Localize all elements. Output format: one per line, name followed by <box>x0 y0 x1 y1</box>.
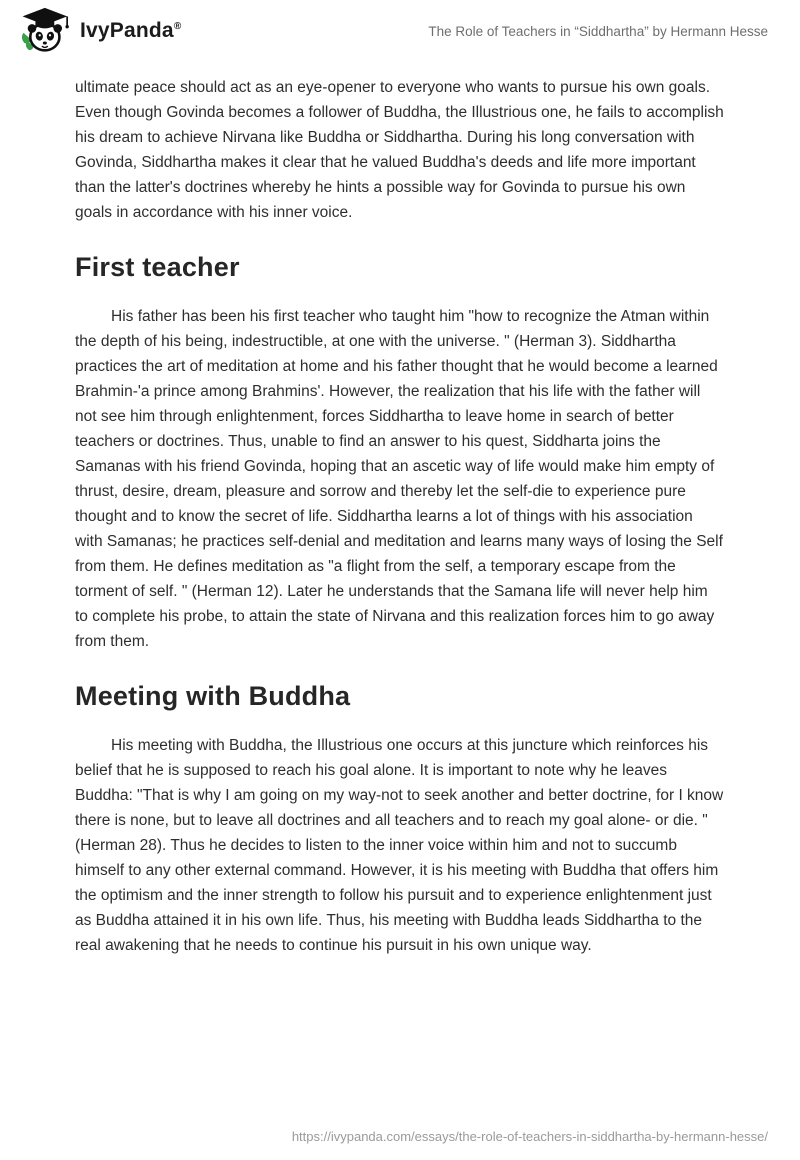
section-heading-first-teacher: First teacher <box>75 252 240 282</box>
section-heading-meeting-with-buddha: Meeting with Buddha <box>75 681 351 711</box>
document-title: The Role of Teachers in “Siddhartha” by Hermann Hesse <box>428 23 768 39</box>
brand-logo[interactable] <box>18 7 181 55</box>
registered-mark: ® <box>173 21 182 32</box>
source-url-link[interactable]: https://ivypanda.com/essays/the-role-of-teachers-in-siddhartha-by-hermann-hesse/ <box>291 1129 768 1144</box>
brand-name: IvyPanda® <box>80 19 182 42</box>
panda-graduation-cap-icon <box>18 7 70 55</box>
section-paragraph-first-teacher: His father has been his first teacher who taught him "how to recognize the Atman within the depth of his being, indestructible, at one with the universe. " (Herman 3). Siddhartha practices the art of meditation at home and his father thought that he would become a learned Brahmin-'a prince among Brahmins'. However, the realization that his life with the father will not see him through enlightenment, forces Siddhartha to leave home in search of better teachers or doctrines. Thus, unable to find an answer to his quest, Siddharta joins the Samanas with his friend Govinda, hoping that an ascetic way of life would make him empty of thrust, desire, dream, pleasure and sorrow and thereby let the self-die to experience pure thought and to know the secret of life. Siddhartha learns a lot of things with his association with Samanas; he practices self-denial and meditation and learns many ways of losing the Self from them. He defines meditation as "a flight from the self, a temporary escape from the torment of self. " (Herman 12). Later he understands that the Samana life will never help him to complete his probe, to attain the state of Nirvana and this realization forces him to go away from them. <box>75 308 723 650</box>
page-footer <box>292 1129 768 1144</box>
document-body <box>0 62 800 958</box>
intro-paragraph: ultimate peace should act as an eye-opener to everyone who wants to pursue his own goals. Even though Govinda becomes a follower of Buddha, the Illustrious one, he fails to accomplish his dream to achieve Nirvana like Buddha or Siddhartha. During his long conversation with Govinda, Siddhartha makes it clear that he valued Buddha's deeds and life more important than the latter's doctrines whereby he hints a possible way for Govinda to pursue his own goals in accordance with his inner voice. <box>75 79 724 221</box>
section-paragraph-meeting-with-buddha: His meeting with Buddha, the Illustrious one occurs at this juncture which reinforces his belief that he is supposed to reach his goal alone. It is important to note why he leaves Buddha: "That is why I am going on my way-not to seek another and better doctrine, for I know there is none, but to leave all doctrines and all teachers and to reach my goal alone- or die. " (Herman 28). Thus he decides to listen to the inner voice within him and not to succumb himself to any other external command. However, it is his meeting with Buddha that offers him the optimism and the inner strength to follow his pursuit and to experience enlightenment just as Buddha attained it in his own life. Thus, his meeting with Buddha leads Siddhartha to the real awakening that he needs to continue his pursuit in his own unique way. <box>75 737 724 954</box>
page-header <box>0 0 800 62</box>
